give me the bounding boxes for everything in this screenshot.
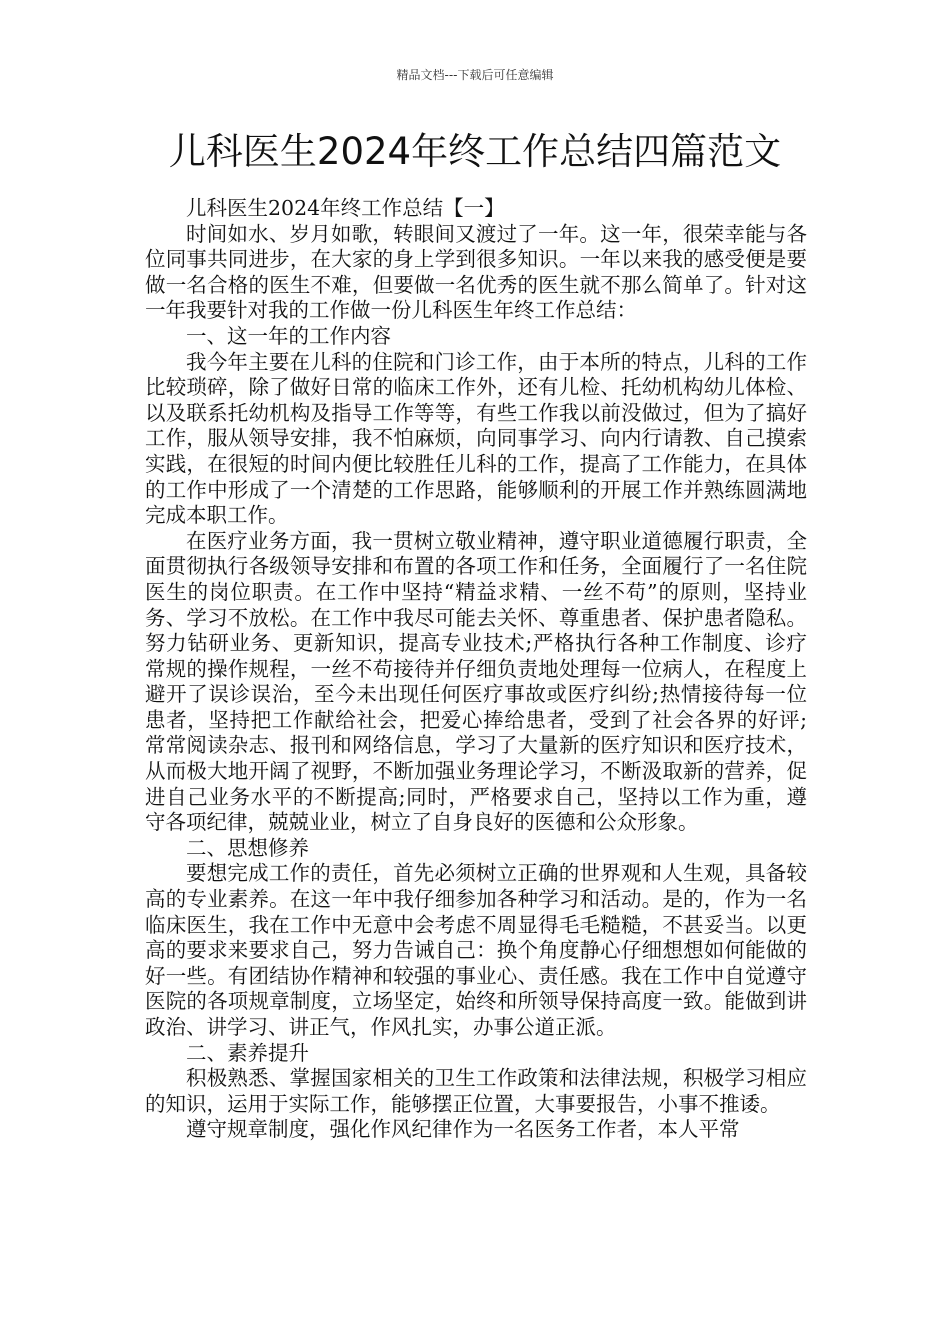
paragraph-ideology: 要想完成工作的责任，首先必须树立正确的世界观和人生观，具备较高的专业素养。在这一年中我仔细参加各种学习和活动。是的，作为一名临床医生，我在工作中无意中会考虑不周显得毛毛糙糙，不甚妥当。以更高的要求来要求自己，努力告诫自己：换个角度静心仔细想想如何能做的好一些。有团结协作精神和较强的事业心、责任感。我在工作中自觉遵守医院的各项规章制度，立场坚定，始终和所领导保持高度一致。能做到讲政治、讲学习、讲正气，作风扎实，办事公道正派。 [145, 861, 807, 1039]
section-subtitle: 儿科医生2024年终工作总结【一】 [186, 196, 505, 220]
paragraph-medical-business: 在医疗业务方面，我一贯树立敬业精神，遵守职业道德履行职责，全面贯彻执行各级领导安排和布置的各项工作和任务，全面履行了一名住院医生的岗位职责。在工作中坚持“精益求精、一丝不苟”的原则，坚持业务、学习不放松。在工作中我尽可能去关怀、尊重患者、保护患者隐私。努力钻研业务、更新知识，提高专业技术;严格执行各种工作制度、诊疗常规的操作规程，一丝不苟接待并仔细负责地处理每一位病人，在程度上避开了误诊误治，至今未出现任何医疗事故或医疗纠纷;热情接待每一位患者，坚持把工作献给社会，把爱心捧给患者，受到了社会各界的好评;常常阅读杂志、报刊和网络信息，学习了大量新的医疗知识和医疗技术，从而极大地开阔了视野，不断加强业务理论学习，不断汲取新的营养，促进自己业务水平的不断提高;同时，严格要求自己，坚持以工作为重，遵守各项纪律，兢兢业业，树立了自身良好的医德和公众形象。 [145, 528, 807, 835]
document-body [145, 196, 807, 1143]
heading-ideology: 二、思想修养 [186, 835, 309, 860]
paragraph-work-content: 我今年主要在儿科的住院和门诊工作，由于本所的特点，儿科的工作比较琐碎，除了做好日常的临床工作外，还有儿检、托幼机构幼儿体检、以及联系托幼机构及指导工作等等，有些工作我以前没做过，但为了搞好工作，服从领导安排，我不怕麻烦，向同事学习、向内行请教、自己摸索实践，在很短的时间内便比较胜任儿科的工作，提高了工作能力，在具体的工作中形成了一个清楚的工作思路，能够顺利的开展工作并熟练圆满地完成本职工作。 [145, 349, 807, 528]
document-title: 儿科医生2024年终工作总结四篇范文 [168, 130, 782, 173]
header-note: 精品文档---下载后可任意编辑 [396, 68, 554, 82]
heading-work-content: 一、这一年的工作内容 [186, 323, 391, 348]
paragraph-quality: 积极熟悉、掌握国家相关的卫生工作政策和法律法规，积极学习相应的知识，运用于实际工作，能够摆正位置，大事要报告，小事不推诿。 [145, 1066, 807, 1116]
heading-quality: 二、素养提升 [186, 1040, 309, 1065]
paragraph-rules: 遵守规章制度，强化作风纪律作为一名医务工作者，本人平常 [186, 1117, 740, 1142]
paragraph-intro: 时间如水、岁月如歌，转眼间又渡过了一年。这一年，很荣幸能与各位同事共同进步，在大家的身上学到很多知识。一年以来我的感受便是要做一名合格的医生不难，但要做一名优秀的医生就不那么简单了。针对这一年我要针对我的工作做一份儿科医生年终工作总结： [145, 221, 807, 323]
